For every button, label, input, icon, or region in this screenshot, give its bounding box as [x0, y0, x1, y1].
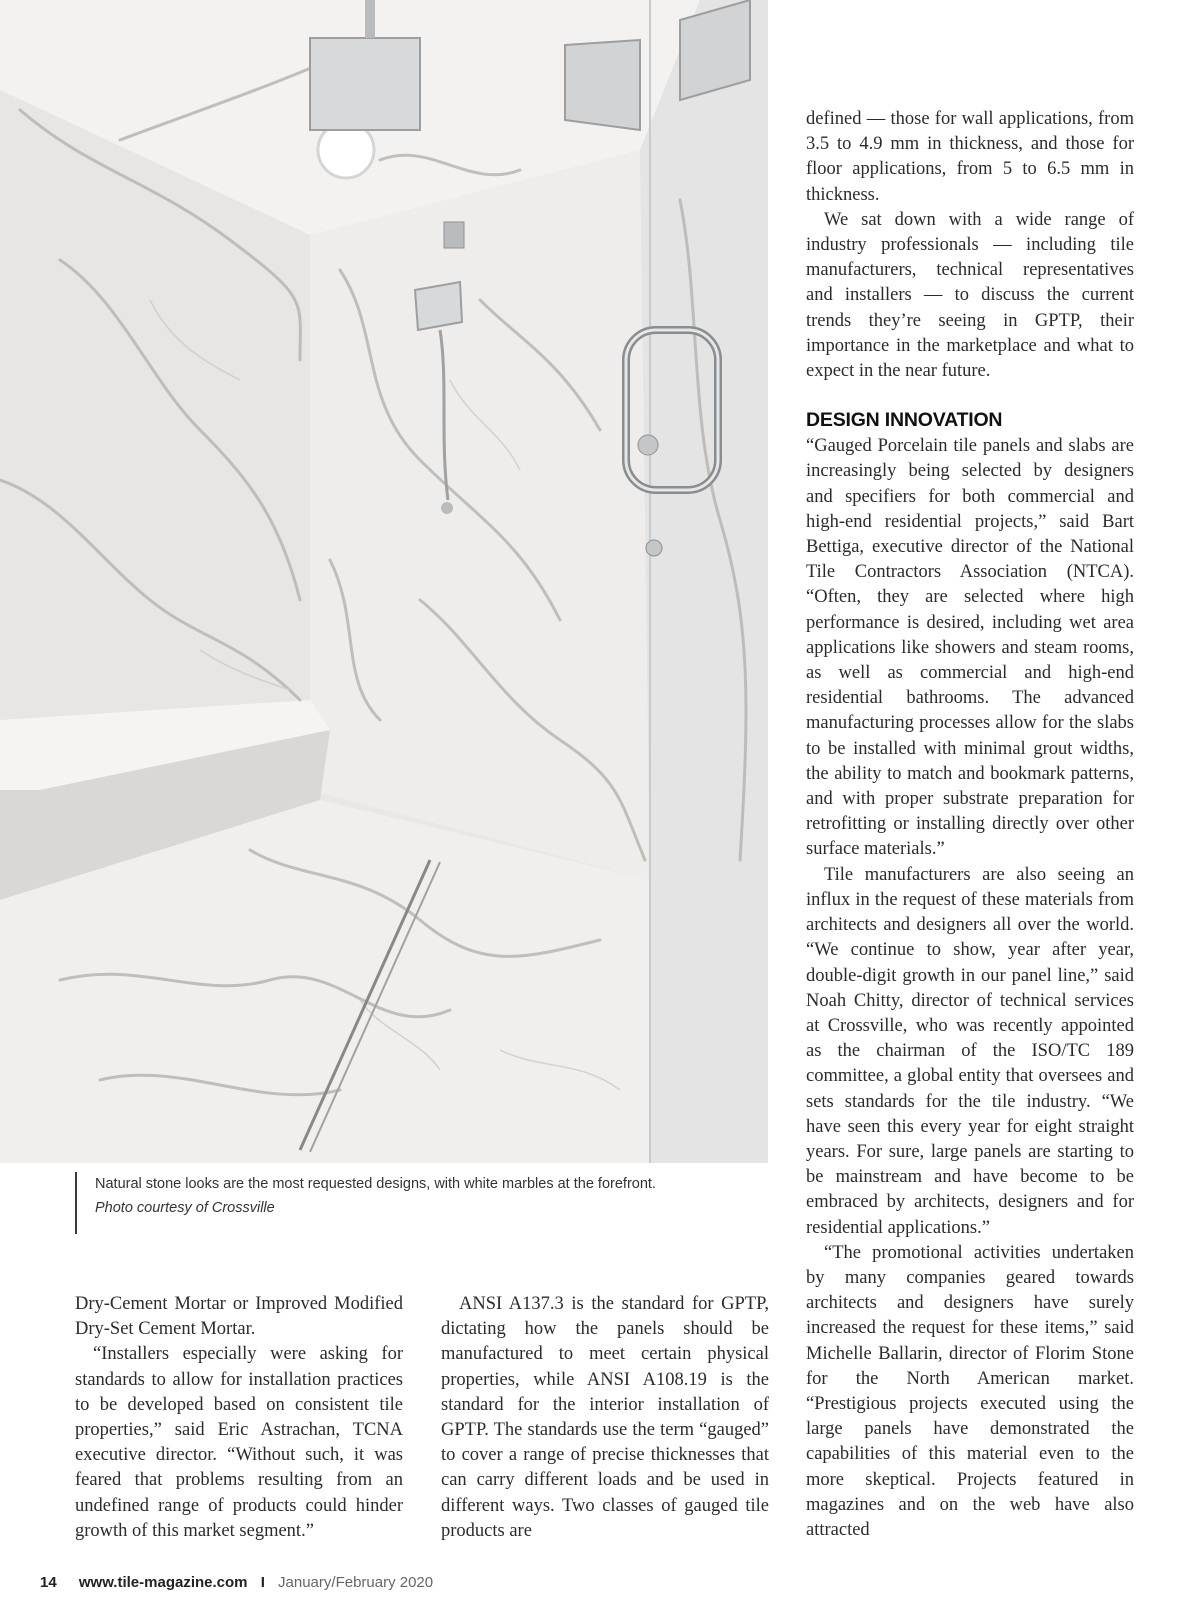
photo-caption [75, 1172, 755, 1234]
footer-separator: I [260, 1574, 265, 1591]
paragraph: ANSI A137.3 is the standard for GPTP, dictating how the panels should be manufactured to meet certain physical properties, while ANSI A108.19 is the standard for the interior installation of GPTP. The standards use the term “gauged” to cover a range of precise thicknesses that can carry different loads and be used in different ways. Two classes of gauged tile products are [441, 1294, 769, 1541]
right-column [806, 107, 1134, 1543]
white-marble-shower-illustration [0, 0, 768, 1163]
section-heading: DESIGN INNOVATION [806, 409, 1003, 432]
left-column [75, 1292, 403, 1544]
paragraph: “The promotional activities undertaken by many companies geared towards architects and designers have surely increased the request for these items,” said Michelle Ballarin, director of Florim Stone for the North American market. “Prestigious projects executed using the large panels have demonstrated the capabilities of this material even to the more skeptical. Projects featured in magazines and on the web have also attracted [806, 1242, 1134, 1540]
paragraph: defined — those for wall applications, from 3.5 to 4.9 mm in thickness, and those for floor applications, from 5 to 6.5 mm in thickness. [806, 109, 1134, 205]
website-link[interactable]: www.tile-magazine.com [78, 1574, 248, 1591]
paragraph: “Installers especially were asking for standards to allow for installation practices to be developed based on consistent tile properties,” said Eric Astrachan, TCNA executive director. “Without such, it was feared that problems resulting from an undefined range of products could hinder growth of this market segment.” [75, 1344, 403, 1541]
issue-date: January/February 2020 [278, 1574, 434, 1591]
paragraph: “Gauged Porcelain tile panels and slabs are increasingly being selected by designers and specifiers for both commercial and high-end residential projects,” said Bart Bettiga, executive director of the National Tile Contractors Association (NTCA). “Often, they are selected where high performance is desired, including wet area applications like showers and steam rooms, as well as commercial and high-end residential bathrooms. The advanced manufacturing processes allow for the slabs to be installed with minimal grout widths, the ability to match and bookmark patterns, and with proper substrate preparation for retrofitting or installing directly over other surface materials.” [806, 436, 1134, 860]
paragraph: Dry-Cement Mortar or Improved Modified Dry-Set Cement Mortar. [75, 1294, 403, 1340]
page-footer [40, 1572, 433, 1594]
middle-column [441, 1292, 769, 1544]
paragraph: Tile manufacturers are also seeing an influx in the request of these materials from architects and designers all over the world. “We continue to show, year after year, double-digit growth in our panel line,” said Noah Chitty, director of technical services at Crossville, who was recently appointed as the chairman of the ISO/TC 189 committee, a global entity that oversees and sets standards for the tile industry. “We have seen this every year for eight straight years. For sure, large panels are starting to be mainstream and have become to be embraced by architects, designers and for residential applications.” [806, 864, 1134, 1238]
page-number: 14 [40, 1574, 57, 1591]
paragraph: We sat down with a wide range of industry professionals — including tile manufacturers, technical representatives and installers — to discuss the current trends they’re seeing in GPTP, their importance in the marketplace and what to expect in the near future. [806, 209, 1134, 382]
caption-text: Natural stone looks are the most requested designs, with white marbles at the forefront. [95, 1176, 656, 1192]
photo-credit: Photo courtesy of Crossville [95, 1200, 275, 1216]
shower-photo [0, 0, 768, 1163]
